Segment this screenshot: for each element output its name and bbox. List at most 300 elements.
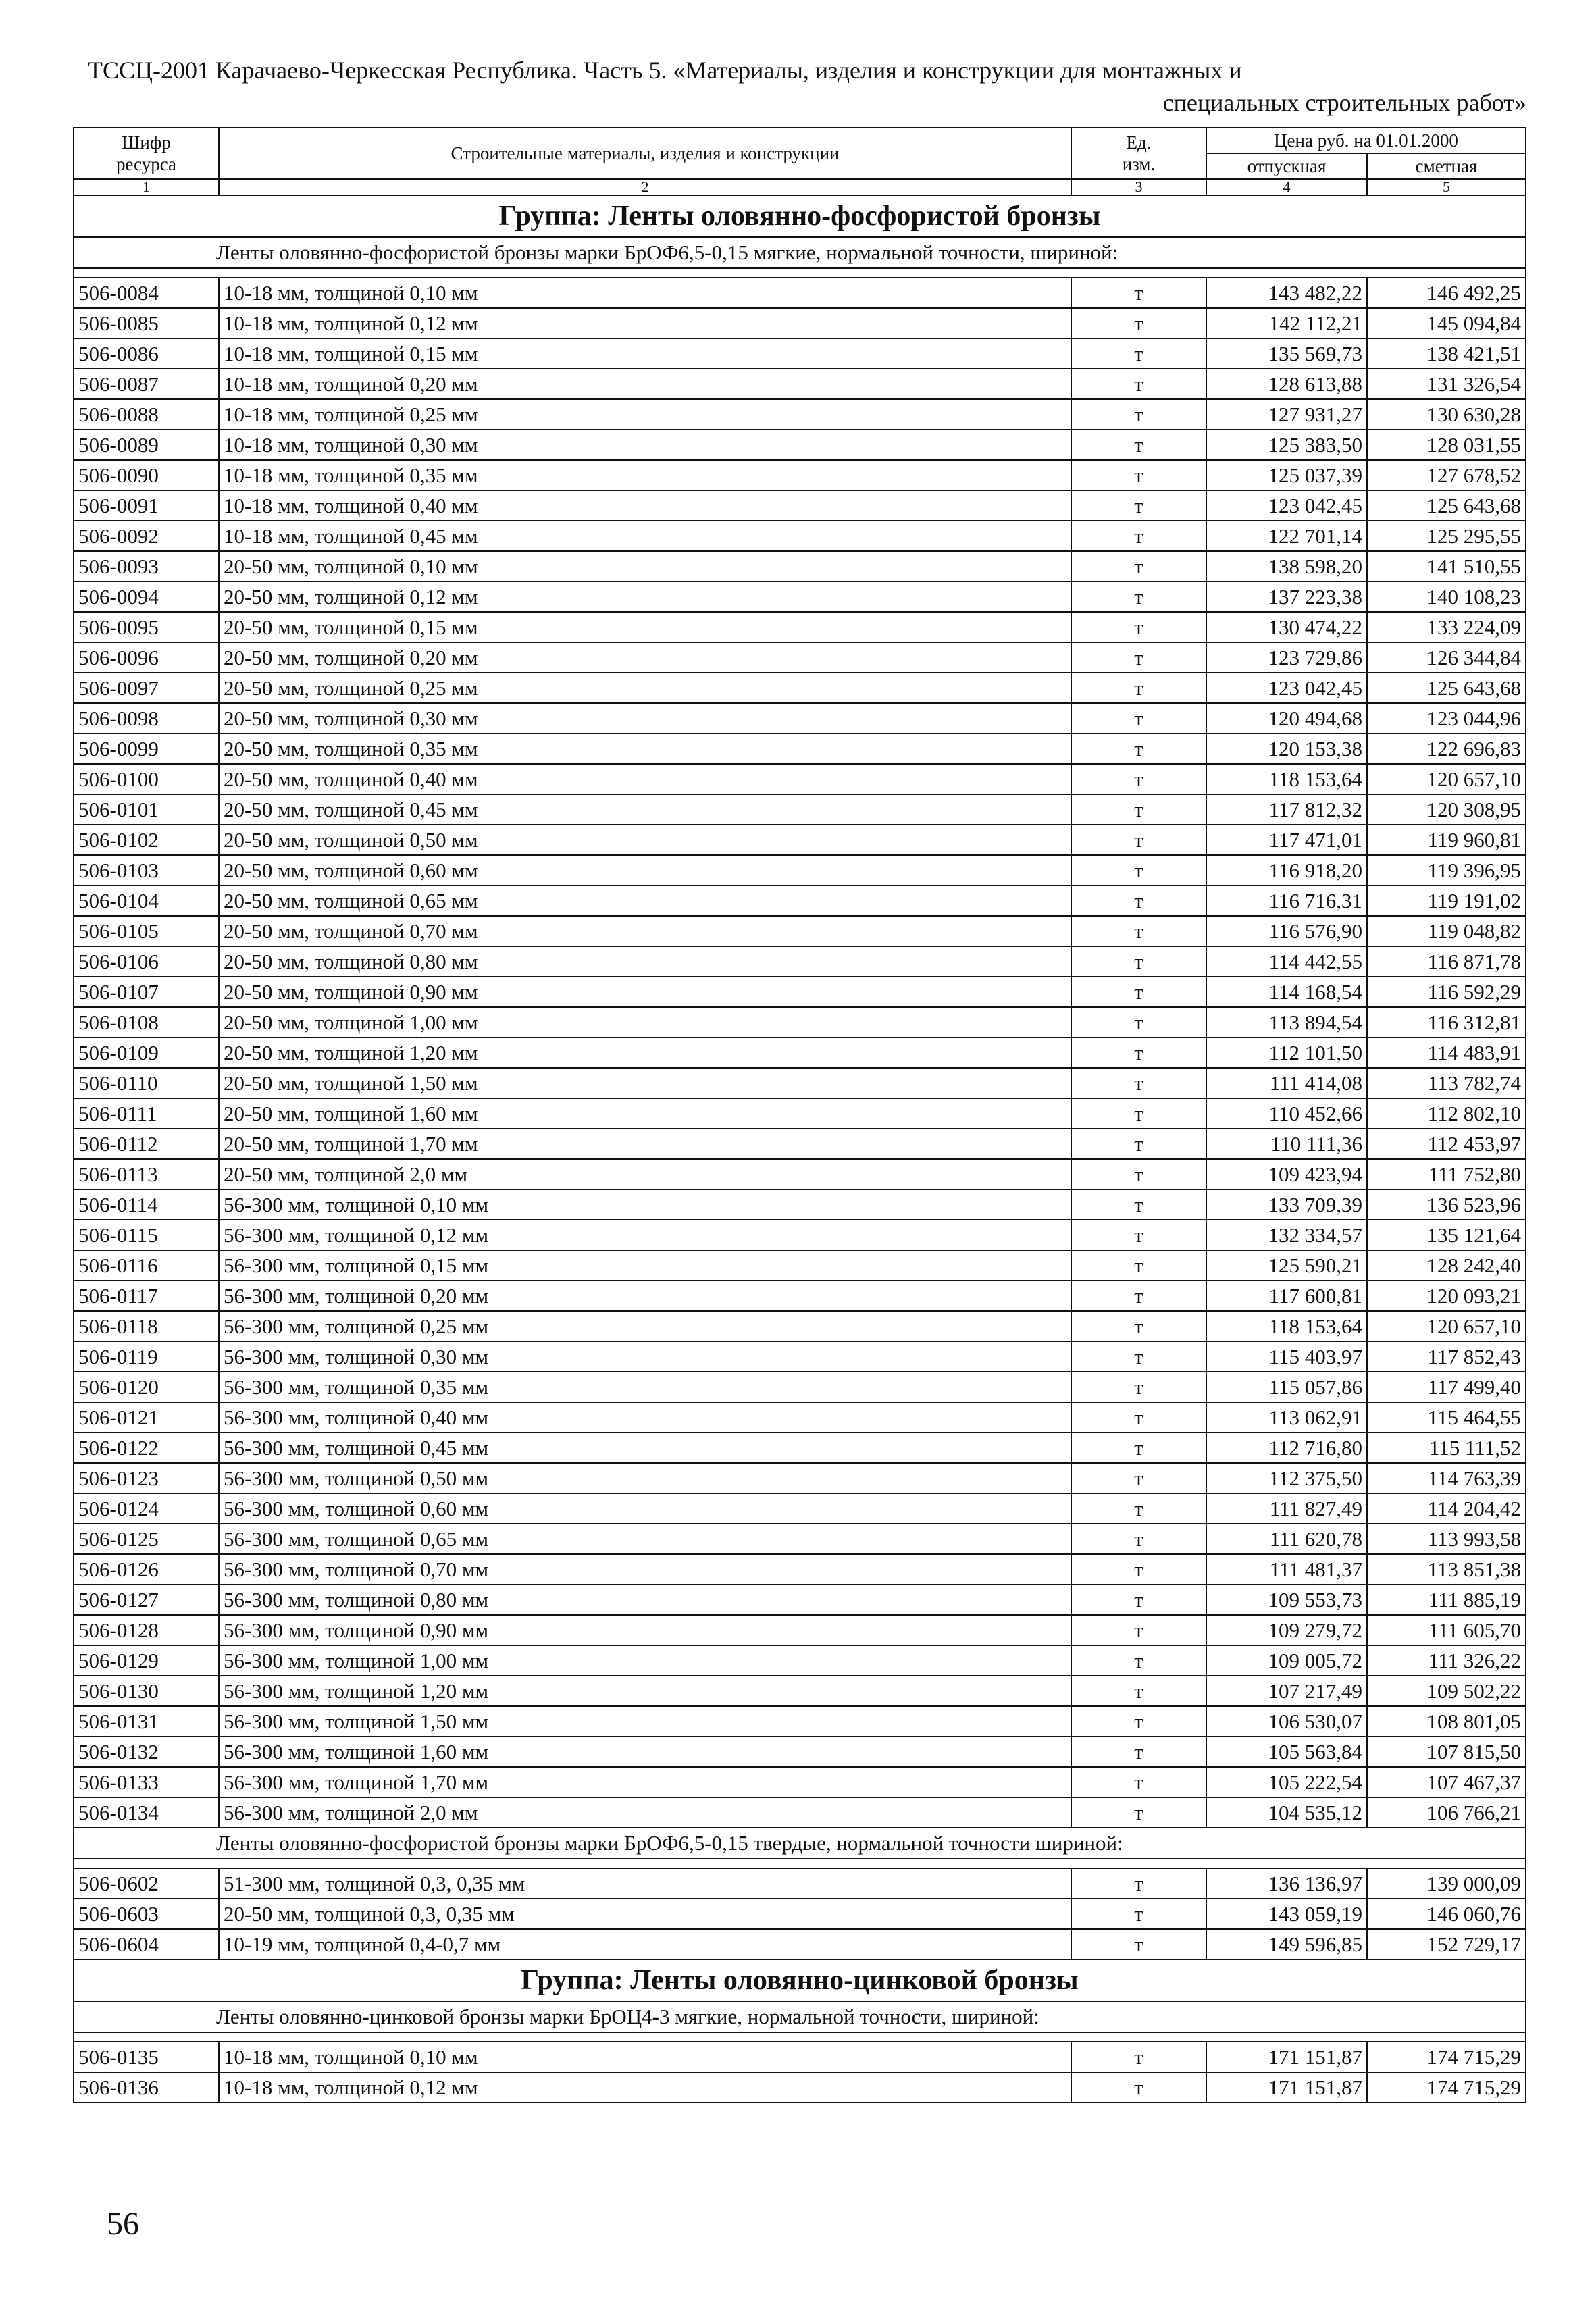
table-row [74, 1037, 1526, 1068]
material-name: 20-50 мм, толщиной 0,10 мм [219, 551, 1071, 582]
material-name: 20-50 мм, толщиной 0,3, 0,35 мм [219, 1899, 1071, 1929]
price-estimate: 135 121,64 [1367, 1220, 1526, 1250]
resource-code: 506-0085 [74, 308, 219, 338]
price-release: 111 481,37 [1206, 1554, 1367, 1585]
price-release: 111 827,49 [1206, 1493, 1367, 1524]
price-estimate: 126 344,84 [1367, 642, 1526, 673]
table-row [74, 369, 1526, 399]
unit-of-measure: т [1071, 2072, 1206, 2103]
price-estimate: 174 715,29 [1367, 2072, 1526, 2103]
column-header-unit: Ед. изм. [1071, 128, 1206, 179]
price-estimate: 119 048,82 [1367, 916, 1526, 946]
material-name: 56-300 мм, толщиной 0,30 мм [219, 1341, 1071, 1372]
price-estimate: 139 000,09 [1367, 1868, 1526, 1899]
price-estimate: 117 499,40 [1367, 1372, 1526, 1402]
resource-code: 506-0129 [74, 1645, 219, 1676]
price-estimate: 112 453,97 [1367, 1129, 1526, 1159]
material-name: 20-50 мм, толщиной 0,80 мм [219, 946, 1071, 977]
material-name: 20-50 мм, толщиной 1,50 мм [219, 1068, 1071, 1098]
table-row [74, 460, 1526, 490]
resource-code: 506-0100 [74, 764, 219, 794]
spacer-cell [74, 1859, 1526, 1868]
resource-code: 506-0097 [74, 673, 219, 703]
price-estimate: 114 483,91 [1367, 1037, 1526, 1068]
table-row [74, 2072, 1526, 2103]
price-release: 115 057,86 [1206, 1372, 1367, 1402]
material-name: 20-50 мм, толщиной 2,0 мм [219, 1159, 1071, 1189]
material-name: 20-50 мм, толщиной 0,60 мм [219, 855, 1071, 885]
table-row [74, 308, 1526, 338]
header-line-1: ТССЦ-2001 Карачаево-Черкесская Республика. Часть 5. «Материалы, изделия и конструкции для монтажных и [88, 57, 1242, 84]
price-table [73, 127, 1526, 2103]
column-header-price-estimate: сметная [1367, 153, 1526, 179]
material-name: 20-50 мм, толщиной 1,20 мм [219, 1037, 1071, 1068]
price-estimate: 120 093,21 [1367, 1281, 1526, 1311]
price-estimate: 120 308,95 [1367, 794, 1526, 825]
unit-of-measure: т [1071, 1493, 1206, 1524]
subsection-heading-row [74, 1828, 1526, 1859]
price-release: 125 590,21 [1206, 1250, 1367, 1281]
price-release: 115 403,97 [1206, 1341, 1367, 1372]
material-name: 56-300 мм, толщиной 1,60 мм [219, 1737, 1071, 1767]
resource-code: 506-0127 [74, 1585, 219, 1615]
price-estimate: 141 510,55 [1367, 551, 1526, 582]
unit-of-measure: т [1071, 369, 1206, 399]
price-estimate: 114 763,39 [1367, 1463, 1526, 1493]
unit-of-measure: т [1071, 1129, 1206, 1159]
price-estimate: 109 502,22 [1367, 1676, 1526, 1706]
table-row [74, 642, 1526, 673]
price-release: 138 598,20 [1206, 551, 1367, 582]
price-release: 106 530,07 [1206, 1706, 1367, 1737]
price-estimate: 125 643,68 [1367, 490, 1526, 521]
resource-code: 506-0122 [74, 1433, 219, 1463]
price-release: 110 452,66 [1206, 1098, 1367, 1129]
resource-code: 506-0125 [74, 1524, 219, 1554]
unit-of-measure: т [1071, 1645, 1206, 1676]
document-header [68, 54, 1526, 119]
unit-of-measure: т [1071, 1311, 1206, 1341]
table-row [74, 825, 1526, 855]
material-name: 10-18 мм, толщиной 0,10 мм [219, 278, 1071, 308]
price-release: 122 701,14 [1206, 521, 1367, 551]
price-release: 116 576,90 [1206, 916, 1367, 946]
price-release: 125 383,50 [1206, 430, 1367, 460]
material-name: 20-50 мм, толщиной 0,90 мм [219, 977, 1071, 1007]
resource-code: 506-0126 [74, 1554, 219, 1585]
table-row [74, 1899, 1526, 1929]
resource-code: 506-0603 [74, 1899, 219, 1929]
subsection-heading-row [74, 2001, 1526, 2032]
resource-code: 506-0120 [74, 1372, 219, 1402]
table-row [74, 1311, 1526, 1341]
price-estimate: 123 044,96 [1367, 703, 1526, 734]
price-estimate: 113 782,74 [1367, 1068, 1526, 1098]
table-row [74, 734, 1526, 764]
price-estimate: 125 295,55 [1367, 521, 1526, 551]
table-row [74, 1250, 1526, 1281]
price-release: 171 151,87 [1206, 2042, 1367, 2072]
material-name: 20-50 мм, толщиной 1,70 мм [219, 1129, 1071, 1159]
price-release: 120 494,68 [1206, 703, 1367, 734]
price-estimate: 128 242,40 [1367, 1250, 1526, 1281]
unit-of-measure: т [1071, 794, 1206, 825]
unit-of-measure: т [1071, 1189, 1206, 1220]
unit-of-measure: т [1071, 1929, 1206, 1959]
material-name: 56-300 мм, толщиной 0,45 мм [219, 1433, 1071, 1463]
table-row [74, 612, 1526, 642]
resource-code: 506-0123 [74, 1463, 219, 1493]
resource-code: 506-0084 [74, 278, 219, 308]
resource-code: 506-0133 [74, 1767, 219, 1797]
material-name: 10-19 мм, толщиной 0,4-0,7 мм [219, 1929, 1071, 1959]
material-name: 56-300 мм, толщиной 0,10 мм [219, 1189, 1071, 1220]
unit-of-measure: т [1071, 855, 1206, 885]
table-row [74, 338, 1526, 369]
material-name: 10-18 мм, толщиной 0,25 мм [219, 399, 1071, 430]
material-name: 56-300 мм, толщиной 0,65 мм [219, 1524, 1071, 1554]
unit-of-measure: т [1071, 1554, 1206, 1585]
unit-of-measure: т [1071, 946, 1206, 977]
table-row [74, 977, 1526, 1007]
table-row [74, 490, 1526, 521]
unit-of-measure: т [1071, 521, 1206, 551]
resource-code: 506-0113 [74, 1159, 219, 1189]
unit-of-measure: т [1071, 1281, 1206, 1311]
resource-code: 506-0131 [74, 1706, 219, 1737]
unit-of-measure: т [1071, 460, 1206, 490]
table-header [74, 128, 1526, 195]
column-header-name: Строительные материалы, изделия и конструкции [219, 128, 1071, 179]
column-number: 4 [1206, 179, 1367, 195]
price-estimate: 125 643,68 [1367, 673, 1526, 703]
resource-code: 506-0105 [74, 916, 219, 946]
price-estimate: 119 191,02 [1367, 885, 1526, 916]
table-row [74, 1098, 1526, 1129]
price-release: 109 553,73 [1206, 1585, 1367, 1615]
material-name: 56-300 мм, толщиной 0,80 мм [219, 1585, 1071, 1615]
price-release: 123 729,86 [1206, 642, 1367, 673]
table-row [74, 885, 1526, 916]
table-row [74, 1706, 1526, 1737]
material-name: 20-50 мм, толщиной 0,65 мм [219, 885, 1071, 916]
price-estimate: 145 094,84 [1367, 308, 1526, 338]
table-row [74, 794, 1526, 825]
unit-of-measure: т [1071, 1767, 1206, 1797]
unit-of-measure: т [1071, 1797, 1206, 1828]
table-row [74, 1129, 1526, 1159]
price-estimate: 116 592,29 [1367, 977, 1526, 1007]
unit-of-measure: т [1071, 612, 1206, 642]
price-release: 111 414,08 [1206, 1068, 1367, 1098]
resource-code: 506-0115 [74, 1220, 219, 1250]
price-release: 109 005,72 [1206, 1645, 1367, 1676]
price-release: 112 101,50 [1206, 1037, 1367, 1068]
material-name: 20-50 мм, толщиной 0,35 мм [219, 734, 1071, 764]
resource-code: 506-0095 [74, 612, 219, 642]
material-name: 56-300 мм, толщиной 1,70 мм [219, 1767, 1071, 1797]
unit-of-measure: т [1071, 885, 1206, 916]
material-name: 20-50 мм, толщиной 0,50 мм [219, 825, 1071, 855]
price-release: 109 279,72 [1206, 1615, 1367, 1645]
price-release: 105 222,54 [1206, 1767, 1367, 1797]
price-release: 105 563,84 [1206, 1737, 1367, 1767]
unit-of-measure: т [1071, 582, 1206, 612]
unit-of-measure: т [1071, 1402, 1206, 1433]
price-estimate: 113 993,58 [1367, 1524, 1526, 1554]
price-estimate: 120 657,10 [1367, 764, 1526, 794]
price-release: 123 042,45 [1206, 673, 1367, 703]
group-heading-row [74, 195, 1526, 237]
table-body [74, 195, 1526, 2103]
material-name: 10-18 мм, толщиной 0,12 мм [219, 2072, 1071, 2103]
material-name: 56-300 мм, толщиной 1,20 мм [219, 1676, 1071, 1706]
material-name: 10-18 мм, толщиной 0,35 мм [219, 460, 1071, 490]
resource-code: 506-0092 [74, 521, 219, 551]
table-row [74, 2042, 1526, 2072]
price-release: 113 894,54 [1206, 1007, 1367, 1037]
unit-of-measure: т [1071, 338, 1206, 369]
unit-of-measure: т [1071, 430, 1206, 460]
material-name: 56-300 мм, толщиной 0,60 мм [219, 1493, 1071, 1524]
price-estimate: 133 224,09 [1367, 612, 1526, 642]
resource-code: 506-0107 [74, 977, 219, 1007]
price-estimate: 111 605,70 [1367, 1615, 1526, 1645]
spacer-row [74, 268, 1526, 278]
price-estimate: 146 492,25 [1367, 278, 1526, 308]
resource-code: 506-0134 [74, 1797, 219, 1828]
price-release: 143 059,19 [1206, 1899, 1367, 1929]
material-name: 10-18 мм, толщиной 0,10 мм [219, 2042, 1071, 2072]
unit-of-measure: т [1071, 673, 1206, 703]
material-name: 56-300 мм, толщиной 0,15 мм [219, 1250, 1071, 1281]
price-estimate: 114 204,42 [1367, 1493, 1526, 1524]
unit-of-measure: т [1071, 278, 1206, 308]
resource-code: 506-0132 [74, 1737, 219, 1767]
material-name: 56-300 мм, толщиной 0,70 мм [219, 1554, 1071, 1585]
table-row [74, 1554, 1526, 1585]
table-row [74, 278, 1526, 308]
page-number: 56 [107, 2206, 139, 2242]
table-row [74, 521, 1526, 551]
resource-code: 506-0604 [74, 1929, 219, 1959]
table-row [74, 1402, 1526, 1433]
unit-of-measure: т [1071, 1585, 1206, 1615]
resource-code: 506-0124 [74, 1493, 219, 1524]
price-estimate: 131 326,54 [1367, 369, 1526, 399]
price-estimate: 119 960,81 [1367, 825, 1526, 855]
price-estimate: 122 696,83 [1367, 734, 1526, 764]
table-row [74, 1068, 1526, 1098]
table-row [74, 1433, 1526, 1463]
resource-code: 506-0104 [74, 885, 219, 916]
price-estimate: 136 523,96 [1367, 1189, 1526, 1220]
subsection-heading-row [74, 237, 1526, 268]
material-name: 10-18 мм, толщиной 0,15 мм [219, 338, 1071, 369]
material-name: 56-300 мм, толщиной 0,50 мм [219, 1463, 1071, 1493]
resource-code: 506-0110 [74, 1068, 219, 1098]
unit-of-measure: т [1071, 1068, 1206, 1098]
price-release: 143 482,22 [1206, 278, 1367, 308]
price-release: 116 716,31 [1206, 885, 1367, 916]
table-row [74, 1645, 1526, 1676]
resource-code: 506-0088 [74, 399, 219, 430]
spacer-cell [74, 2032, 1526, 2042]
table-row [74, 1676, 1526, 1706]
resource-code: 506-0090 [74, 460, 219, 490]
material-name: 20-50 мм, толщиной 1,60 мм [219, 1098, 1071, 1129]
price-estimate: 116 312,81 [1367, 1007, 1526, 1037]
resource-code: 506-0112 [74, 1129, 219, 1159]
price-release: 112 375,50 [1206, 1463, 1367, 1493]
price-estimate: 106 766,21 [1367, 1797, 1526, 1828]
price-estimate: 107 815,50 [1367, 1737, 1526, 1767]
resource-code: 506-0091 [74, 490, 219, 521]
resource-code: 506-0102 [74, 825, 219, 855]
price-estimate: 130 630,28 [1367, 399, 1526, 430]
unit-of-measure: т [1071, 825, 1206, 855]
table-row [74, 1767, 1526, 1797]
unit-of-measure: т [1071, 764, 1206, 794]
material-name: 56-300 мм, толщиной 0,40 мм [219, 1402, 1071, 1433]
resource-code: 506-0119 [74, 1341, 219, 1372]
material-name: 56-300 мм, толщиной 0,20 мм [219, 1281, 1071, 1311]
price-release: 117 471,01 [1206, 825, 1367, 855]
material-name: 20-50 мм, толщиной 0,20 мм [219, 642, 1071, 673]
price-estimate: 127 678,52 [1367, 460, 1526, 490]
material-name: 20-50 мм, толщиной 0,30 мм [219, 703, 1071, 734]
price-estimate: 119 396,95 [1367, 855, 1526, 885]
unit-of-measure: т [1071, 308, 1206, 338]
price-estimate: 115 111,52 [1367, 1433, 1526, 1463]
price-estimate: 111 752,80 [1367, 1159, 1526, 1189]
price-release: 112 716,80 [1206, 1433, 1367, 1463]
material-name: 20-50 мм, толщиной 0,12 мм [219, 582, 1071, 612]
resource-code: 506-0111 [74, 1098, 219, 1129]
table-row [74, 1493, 1526, 1524]
unit-of-measure: т [1071, 1250, 1206, 1281]
resource-code: 506-0087 [74, 369, 219, 399]
table-row [74, 1929, 1526, 1959]
price-release: 128 613,88 [1206, 369, 1367, 399]
table-row [74, 916, 1526, 946]
price-estimate: 117 852,43 [1367, 1341, 1526, 1372]
table-row [74, 1737, 1526, 1767]
price-estimate: 146 060,76 [1367, 1899, 1526, 1929]
group-heading-row [74, 1959, 1526, 2001]
unit-of-measure: т [1071, 490, 1206, 521]
price-estimate: 120 657,10 [1367, 1311, 1526, 1341]
resource-code: 506-0128 [74, 1615, 219, 1645]
unit-of-measure: т [1071, 916, 1206, 946]
price-release: 111 620,78 [1206, 1524, 1367, 1554]
table-row [74, 1524, 1526, 1554]
resource-code: 506-0116 [74, 1250, 219, 1281]
resource-code: 506-0103 [74, 855, 219, 885]
price-estimate: 140 108,23 [1367, 582, 1526, 612]
table-row [74, 1463, 1526, 1493]
material-name: 56-300 мм, толщиной 0,90 мм [219, 1615, 1071, 1645]
price-estimate: 174 715,29 [1367, 2042, 1526, 2072]
price-release: 109 423,94 [1206, 1159, 1367, 1189]
material-name: 10-18 мм, толщиной 0,12 мм [219, 308, 1071, 338]
resource-code: 506-0114 [74, 1189, 219, 1220]
material-name: 56-300 мм, толщиной 0,35 мм [219, 1372, 1071, 1402]
table-row [74, 1189, 1526, 1220]
price-release: 117 812,32 [1206, 794, 1367, 825]
price-estimate: 108 801,05 [1367, 1706, 1526, 1737]
column-number: 2 [219, 179, 1071, 195]
price-release: 130 474,22 [1206, 612, 1367, 642]
unit-of-measure: т [1071, 977, 1206, 1007]
table-row [74, 764, 1526, 794]
price-release: 171 151,87 [1206, 2072, 1367, 2103]
price-estimate: 113 851,38 [1367, 1554, 1526, 1585]
material-name: 20-50 мм, толщиной 0,25 мм [219, 673, 1071, 703]
unit-of-measure: т [1071, 1868, 1206, 1899]
spacer-cell [74, 268, 1526, 278]
table-row [74, 1341, 1526, 1372]
unit-of-measure: т [1071, 1098, 1206, 1129]
price-release: 104 535,12 [1206, 1797, 1367, 1828]
unit-of-measure: т [1071, 1676, 1206, 1706]
material-name: 20-50 мм, толщиной 0,15 мм [219, 612, 1071, 642]
resource-code: 506-0101 [74, 794, 219, 825]
price-release: 117 600,81 [1206, 1281, 1367, 1311]
unit-of-measure: т [1071, 1159, 1206, 1189]
column-header-code: Шифр ресурса [74, 128, 219, 179]
material-name: 20-50 мм, толщиной 0,45 мм [219, 794, 1071, 825]
subsection-heading: Ленты оловянно-фосфористой бронзы марки БрОФ6,5-0,15 мягкие, нормальной точности, шириной: [74, 237, 1526, 268]
material-name: 10-18 мм, толщиной 0,45 мм [219, 521, 1071, 551]
unit-of-measure: т [1071, 2042, 1206, 2072]
price-release: 125 037,39 [1206, 460, 1367, 490]
table-row [74, 582, 1526, 612]
price-estimate: 112 802,10 [1367, 1098, 1526, 1129]
table-row [74, 703, 1526, 734]
table-row [74, 1372, 1526, 1402]
unit-of-measure: т [1071, 1615, 1206, 1645]
price-estimate: 111 326,22 [1367, 1645, 1526, 1676]
price-release: 149 596,85 [1206, 1929, 1367, 1959]
price-release: 116 918,20 [1206, 855, 1367, 885]
price-release: 142 112,21 [1206, 308, 1367, 338]
resource-code: 506-0099 [74, 734, 219, 764]
unit-of-measure: т [1071, 399, 1206, 430]
unit-of-measure: т [1071, 734, 1206, 764]
unit-of-measure: т [1071, 1372, 1206, 1402]
price-estimate: 152 729,17 [1367, 1929, 1526, 1959]
price-estimate: 107 467,37 [1367, 1767, 1526, 1797]
unit-of-measure: т [1071, 1341, 1206, 1372]
material-name: 56-300 мм, толщиной 1,00 мм [219, 1645, 1071, 1676]
price-release: 133 709,39 [1206, 1189, 1367, 1220]
unit-of-measure: т [1071, 1463, 1206, 1493]
table-row [74, 946, 1526, 977]
material-name: 10-18 мм, толщиной 0,20 мм [219, 369, 1071, 399]
table-row [74, 399, 1526, 430]
resource-code: 506-0109 [74, 1037, 219, 1068]
material-name: 20-50 мм, толщиной 0,40 мм [219, 764, 1071, 794]
price-release: 118 153,64 [1206, 1311, 1367, 1341]
price-estimate: 138 421,51 [1367, 338, 1526, 369]
table-row [74, 1281, 1526, 1311]
subsection-heading: Ленты оловянно-фосфористой бронзы марки БрОФ6,5-0,15 твердые, нормальной точности шириной: [74, 1828, 1526, 1859]
resource-code: 506-0089 [74, 430, 219, 460]
resource-code: 506-0130 [74, 1676, 219, 1706]
price-release: 114 442,55 [1206, 946, 1367, 977]
price-estimate: 111 885,19 [1367, 1585, 1526, 1615]
